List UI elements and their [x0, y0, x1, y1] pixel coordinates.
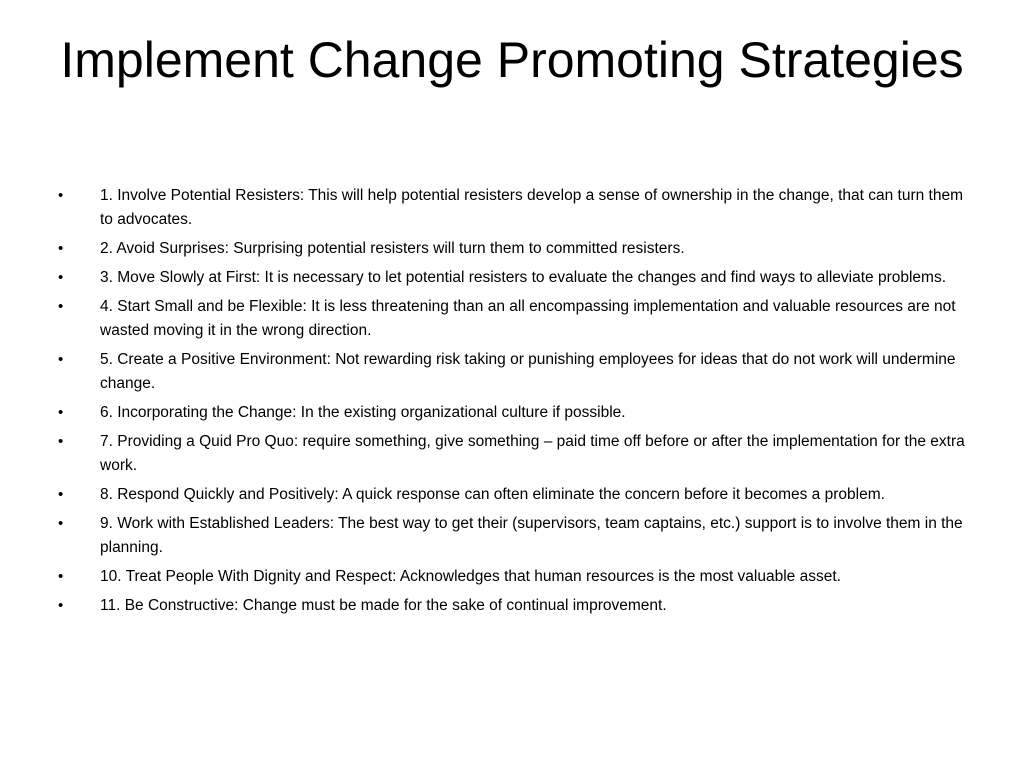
bullet-item — [58, 594, 968, 618]
bullet-text: 2. Avoid Surprises: Surprising potential resisters will turn them to committed resisters. — [100, 240, 685, 257]
slide-title: Implement Change Promoting Strategies — [60, 32, 964, 88]
bullet-item — [58, 512, 968, 560]
bullet-icon: • — [58, 486, 64, 503]
bullet-text: 5. Create a Positive Environment: Not rewarding risk taking or punishing employees for ideas that do not work will undermine change. — [100, 351, 956, 392]
bullet-icon: • — [58, 515, 64, 532]
bullet-item — [58, 184, 968, 232]
bullet-list — [58, 184, 968, 623]
bullet-icon: • — [58, 404, 64, 421]
bullet-item — [58, 348, 968, 396]
bullet-item — [58, 483, 968, 507]
bullet-icon: • — [58, 568, 64, 585]
bullet-icon: • — [58, 351, 64, 368]
bullet-text: 10. Treat People With Dignity and Respect: Acknowledges that human resources is the most valuable asset. — [100, 568, 841, 585]
bullet-item — [58, 401, 968, 425]
bullet-icon: • — [58, 187, 64, 204]
bullet-text: 6. Incorporating the Change: In the existing organizational culture if possible. — [100, 404, 626, 421]
bullet-item — [58, 266, 968, 290]
bullet-item — [58, 295, 968, 343]
bullet-item — [58, 430, 968, 478]
bullet-text: 7. Providing a Quid Pro Quo: require something, give something – paid time off before or after the implementation for the extra work. — [100, 433, 965, 474]
bullet-text: 8. Respond Quickly and Positively: A quick response can often eliminate the concern before it becomes a problem. — [100, 486, 885, 503]
bullet-text: 3. Move Slowly at First: It is necessary to let potential resisters to evaluate the changes and find ways to alleviate problems. — [100, 269, 947, 286]
bullet-item — [58, 565, 968, 589]
bullet-icon: • — [58, 597, 64, 614]
bullet-text: 9. Work with Established Leaders: The best way to get their (supervisors, team captains, etc.) support is to involve them in the planning. — [100, 515, 963, 556]
bullet-text: 11. Be Constructive: Change must be made for the sake of continual improvement. — [100, 597, 667, 614]
bullet-item — [58, 237, 968, 261]
bullet-icon: • — [58, 433, 64, 450]
bullet-icon: • — [58, 240, 64, 257]
bullet-text: 1. Involve Potential Resisters: This will help potential resisters develop a sense of ownership in the change, that can turn them to advocates. — [100, 187, 964, 228]
bullet-icon: • — [58, 298, 64, 315]
bullet-text: 4. Start Small and be Flexible: It is less threatening than an all encompassing implementation and valuable resources are not wasted moving it in the wrong direction. — [100, 298, 956, 339]
bullet-icon: • — [58, 269, 64, 286]
